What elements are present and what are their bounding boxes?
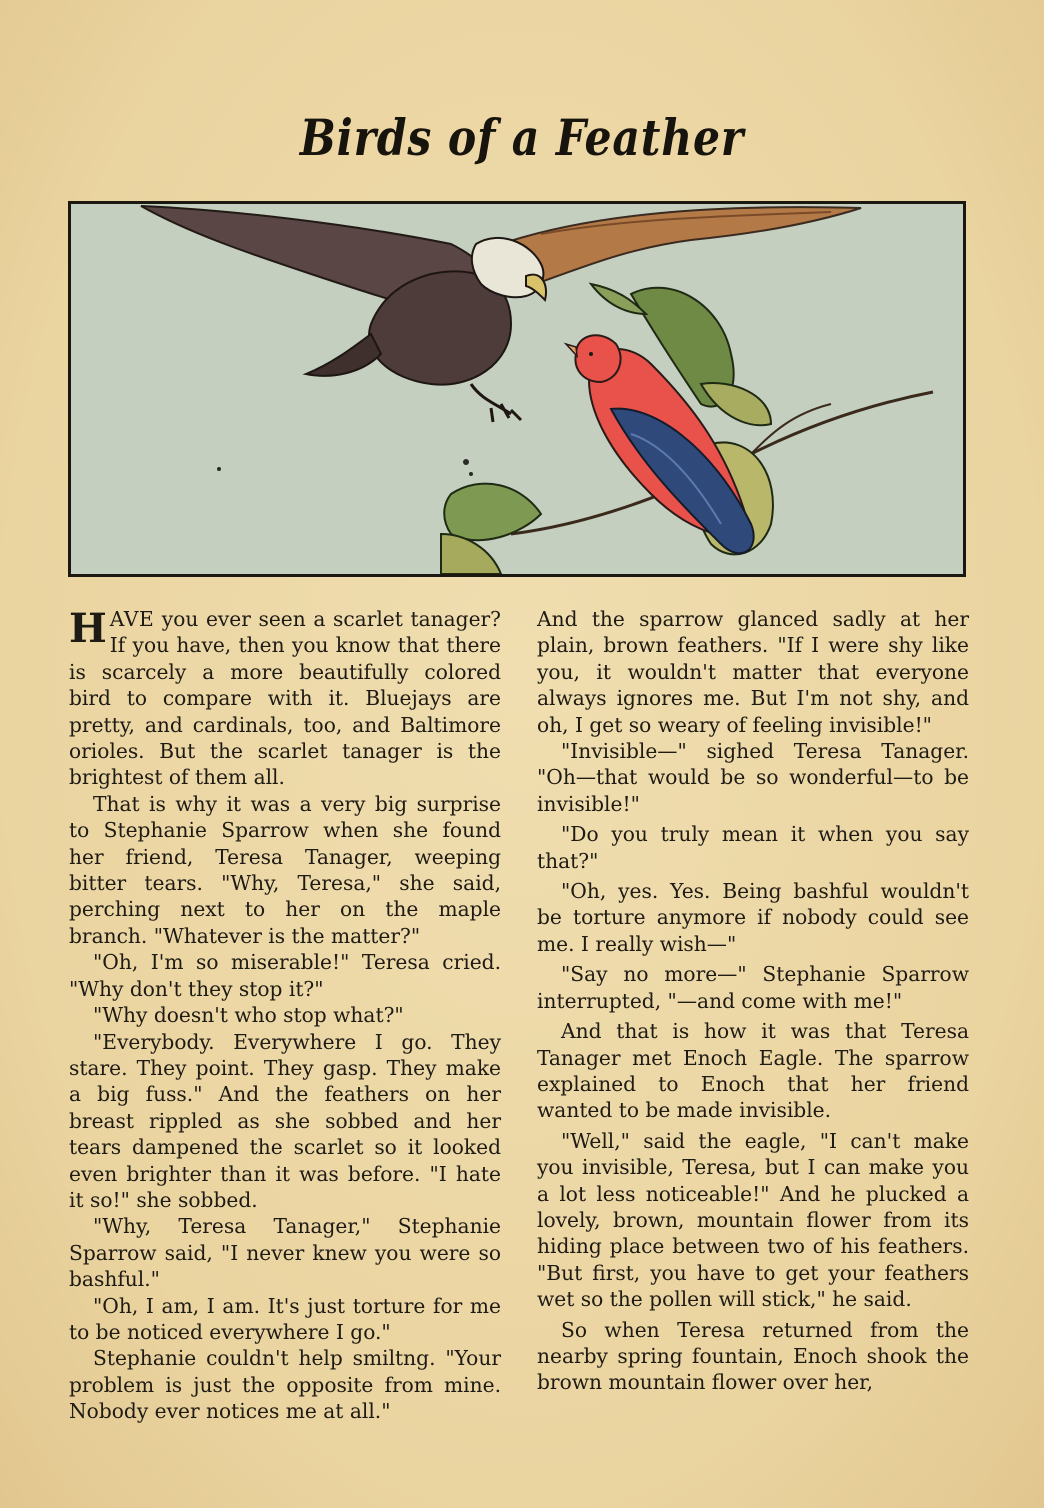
story-illustration: [68, 201, 966, 577]
paragraph: And that is how it was that Teresa Tanager met Enoch Eagle. The sparrow explained to Enoch that her friend wanted to be made invisible.: [537, 1019, 969, 1123]
paragraph: Stephanie couldn't help smiltng. "Your problem is just the opposite from mine. Nobody ever notices me at all.": [69, 1346, 501, 1424]
paragraph: "Do you truly mean it when you say that?": [537, 822, 969, 873]
paragraph: "Everybody. Everywhere I go. They stare. They point. They gasp. They make a big fuss." And the feathers on her breast rippled as she sobbed and her tears dampened the scarlet so it looked even brighter than it was before. "I hate it so!" she sobbed.: [69, 1029, 501, 1212]
lead-word: AVE: [109, 607, 155, 631]
paragraph: "Why, Teresa Tanager," Stephanie Sparrow said, "I never knew you were so bashful.": [69, 1214, 501, 1292]
paragraph: "Oh, I am, I am. It's just torture for me to be noticed everywhere I go.": [69, 1293, 501, 1344]
right-column: [537, 606, 969, 1396]
paragraph: "Say no more—" Stephanie Sparrow interrupted, "—and come with me!": [537, 962, 969, 1013]
left-column: [69, 606, 501, 1425]
drop-cap: H: [69, 605, 107, 652]
paragraph: "Invisible—" sighed Teresa Tanager. "Oh—that would be so wonderful—to be invisible!": [537, 739, 969, 816]
paragraph: And the sparrow glanced sadly at her plain, brown feathers. "If I were shy like you, it wouldn't matter that everyone always ignores me. But I'm not shy, and oh, I get so weary of feeling invisible!": [537, 607, 969, 737]
paragraph: "Well," said the eagle, "I can't make you invisible, Teresa, but I can make you a lot less noticeable!" And he plucked a lovely, brown, mountain flower from its hiding place between two of his feathers. "But first, you have to get your feathers wet so the pollen will stick," he said.: [537, 1128, 969, 1312]
paragraph: That is why it was a very big surprise to Stephanie Sparrow when she found her friend, Teresa Tanager, weeping bitter tears. "Why, Teresa," she said, perching next to her on the maple branch. "Whatever is the matter?": [69, 791, 501, 948]
story-title: Birds of a Feather: [299, 108, 745, 167]
paragraph: "Oh, I'm so miserable!" Teresa cried. "Why don't they stop it?": [69, 950, 501, 1001]
paragraph: "Why doesn't who stop what?": [93, 1003, 404, 1028]
tanager-head: [575, 335, 620, 382]
paragraph: So when Teresa returned from the nearby spring fountain, Enoch shook the brown mountain flower over her,: [537, 1317, 969, 1395]
paragraph: [69, 606, 501, 791]
paragraph-text: you ever seen a scarlet tanager? If you have, then you know that there is scarcely a more beautifully colored bird to compare with it. Bluejays are pretty, and cardinals, too, and Baltimore orioles. But the scarlet tanager is the brightest of them all.: [69, 607, 501, 790]
paragraph: "Oh, yes. Yes. Being bashful wouldn't be torture anymore if nobody could see me. I really wish—": [537, 879, 969, 956]
